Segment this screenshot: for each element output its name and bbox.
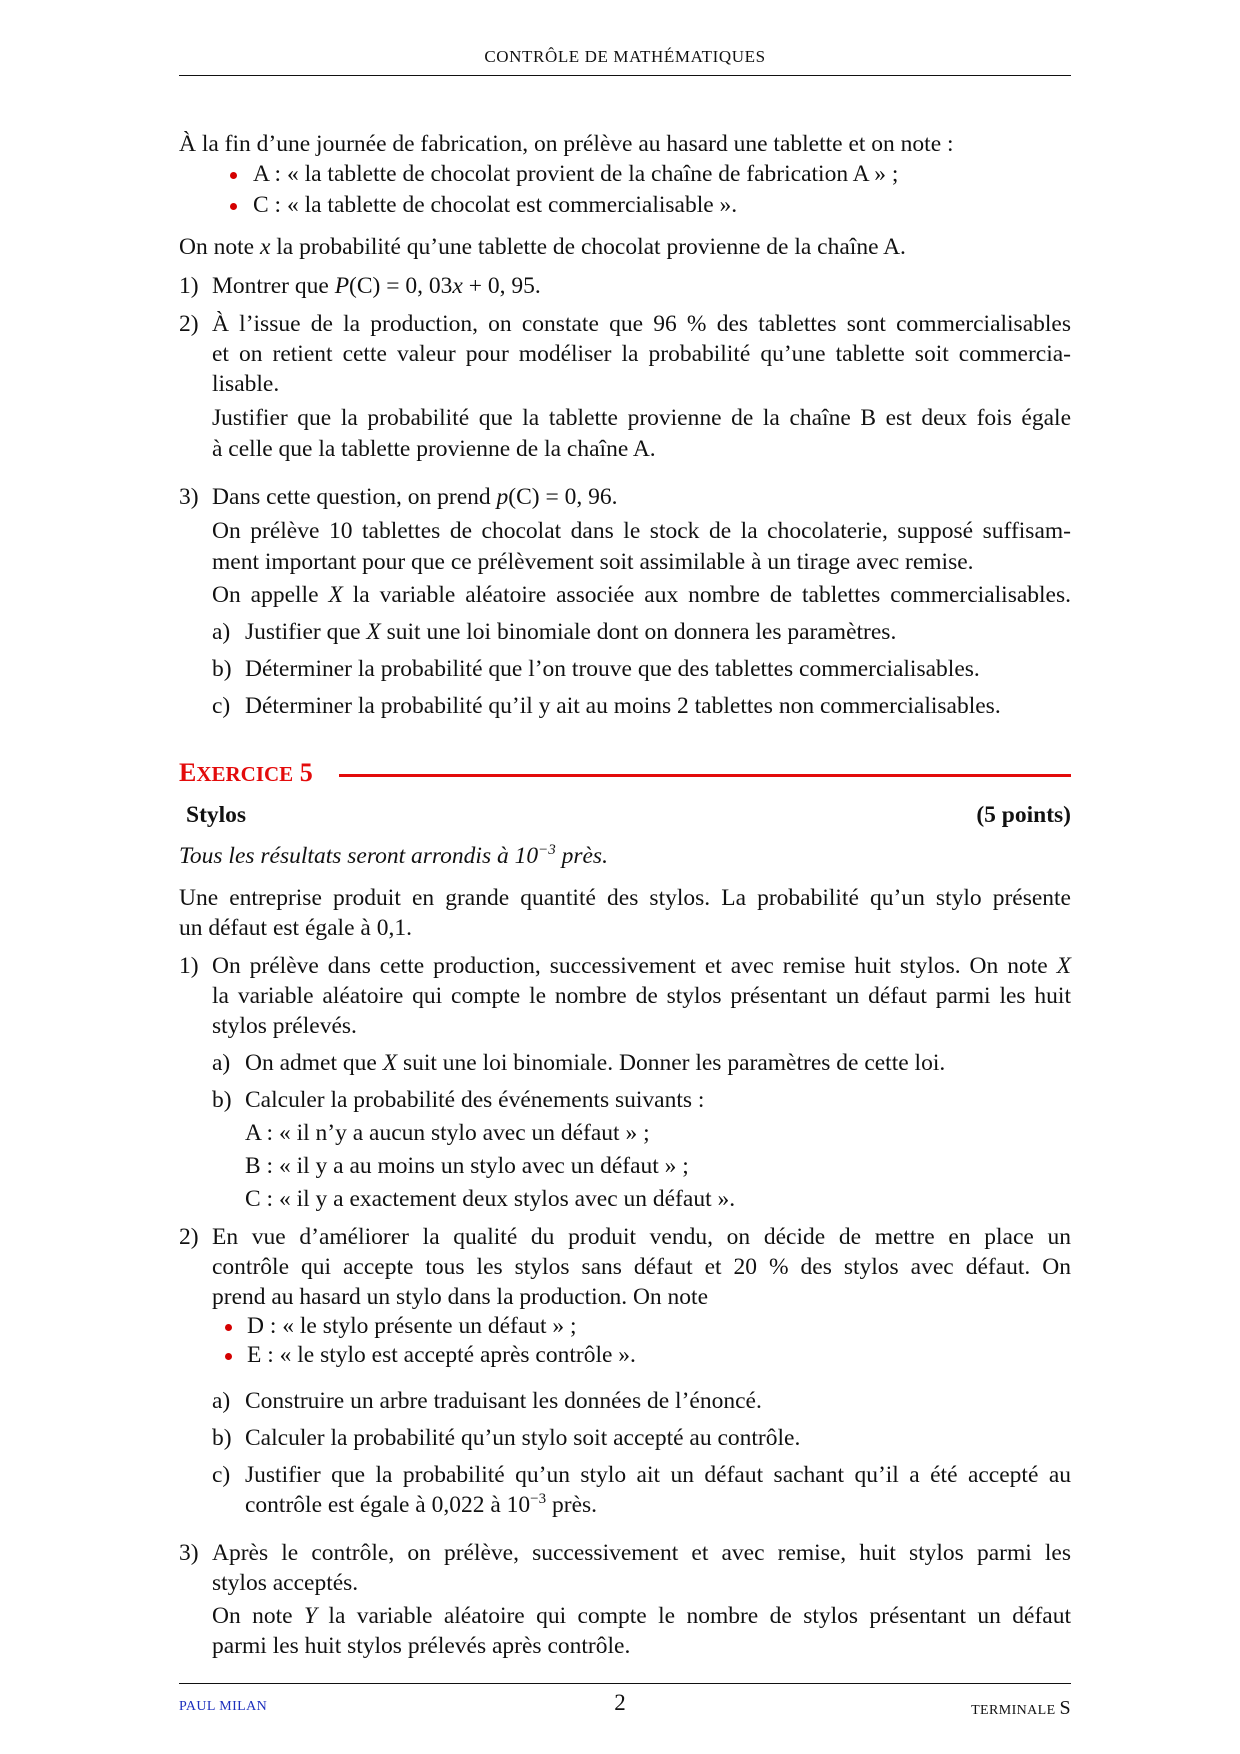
q3-c: Déterminer la probabilité qu’il y ait au moins 2 tablettes non commercialisables. bbox=[245, 693, 1001, 719]
q3-line bbox=[212, 580, 1071, 610]
var-X: X bbox=[382, 1050, 398, 1076]
sub-question-label: b) bbox=[212, 656, 232, 682]
q3-line: On prélève 10 tablettes de chocolat dans le stock de la chocolaterie, supposé suffisam- bbox=[212, 518, 1071, 544]
ex5-q2-line: contrôle qui accepte tous les stylos sans défaut et 20 % des stylos avec défaut. On bbox=[212, 1254, 1071, 1280]
var-p: P bbox=[334, 273, 350, 299]
bullet-d: D : « le stylo présente un défaut » ; bbox=[247, 1313, 577, 1339]
footer-class-letter: S bbox=[1059, 1697, 1071, 1719]
ex5-q1-line: la variable aléatoire qui compte le nombre de stylos présentant un défaut parmi les huit bbox=[212, 983, 1071, 1009]
sub-question-label: a) bbox=[212, 1050, 231, 1076]
ex5-q3-line: stylos acceptés. bbox=[212, 1570, 359, 1596]
q1-after: (C) = 0, 03 bbox=[349, 273, 453, 299]
rounding-exponent: −3 bbox=[538, 842, 556, 859]
bullet-icon bbox=[230, 172, 237, 179]
footer-class bbox=[971, 1697, 1071, 1720]
sub-question-label: b) bbox=[212, 1425, 232, 1451]
ex5-q2-c bbox=[245, 1490, 597, 1520]
event-a: A : « il n’y a aucun stylo avec un défaut » ; bbox=[245, 1120, 650, 1146]
q2-line: Justifier que la probabilité que la tablette provienne de la chaîne B est deux fois égale bbox=[212, 405, 1071, 431]
event-b: B : « il y a au moins un stylo avec un défaut » ; bbox=[245, 1153, 689, 1179]
q3-a-before: Justifier que bbox=[245, 619, 367, 645]
ex5-intro: un défaut est égale à 0,1. bbox=[179, 915, 412, 941]
ex5-q1-b: Calculer la probabilité des événements suivants : bbox=[245, 1087, 705, 1113]
bullet-c: C : « la tablette de chocolat est commercialisable ». bbox=[253, 192, 738, 218]
q2-line: lisable. bbox=[212, 371, 280, 397]
sub-question-label: c) bbox=[212, 1462, 231, 1488]
rounding-note bbox=[179, 841, 608, 871]
footer-rule bbox=[179, 1683, 1071, 1684]
bullet-icon bbox=[225, 1324, 232, 1331]
ex5-q2-a: Construire un arbre traduisant les données de l’énoncé. bbox=[245, 1388, 762, 1414]
var-Y: Y bbox=[303, 1603, 318, 1629]
footer-author: PAUL MILAN bbox=[179, 1699, 268, 1714]
var-x: x bbox=[452, 273, 463, 299]
ex5-q2-c-before: contrôle est égale à 0,022 à 10 bbox=[245, 1492, 531, 1518]
ex5-q1-line1-before: On prélève dans cette production, successivement et avec remise huit stylos. On note bbox=[212, 953, 1057, 979]
rounding-before: Tous les résultats seront arrondis à 10 bbox=[179, 843, 539, 869]
question-1 bbox=[212, 271, 541, 301]
bullet-icon bbox=[230, 203, 237, 210]
ex5-q2-line: prend au hasard un stylo dans la production. On note bbox=[212, 1284, 709, 1310]
var-X: X bbox=[328, 582, 343, 608]
q1-end: + 0, 95. bbox=[462, 273, 541, 299]
intro-note bbox=[179, 232, 906, 262]
ex5-intro: Une entreprise produit en grande quantité des stylos. La probabilité qu’un stylo présente bbox=[179, 885, 1071, 911]
exercise-number: 5 bbox=[299, 758, 313, 787]
intro-note-after: la probabilité qu’une tablette de chocolat provienne de la chaîne A. bbox=[270, 234, 906, 260]
q3-a bbox=[245, 617, 896, 647]
ex5-q1-a-before: On admet que bbox=[245, 1050, 383, 1076]
exercise-rule bbox=[339, 774, 1071, 777]
footer-class-word: TERMINALE bbox=[971, 1703, 1056, 1718]
question-number: 3) bbox=[179, 484, 199, 510]
q3-line: ment important pour que ce prélèvement soit assimilable à un tirage avec remise. bbox=[212, 549, 974, 575]
exercise-subtitle: Stylos bbox=[186, 802, 247, 828]
ex5-q2-b: Calculer la probabilité qu’un stylo soit accepté au contrôle. bbox=[245, 1425, 801, 1451]
ex5-q1-a-after: suit une loi binomiale. Donner les paramètres de cette loi. bbox=[397, 1050, 946, 1076]
rounding-after: près. bbox=[555, 843, 608, 869]
sub-question-label: a) bbox=[212, 1388, 231, 1414]
q2-line: à celle que la tablette provienne de la chaîne A. bbox=[212, 436, 656, 462]
question-number: 1) bbox=[179, 953, 199, 979]
ex5-q2-c-exponent: −3 bbox=[530, 1491, 547, 1508]
ex5-q1-a bbox=[245, 1048, 945, 1078]
bullet-a: A : « la tablette de chocolat provient de la chaîne de fabrication A » ; bbox=[253, 161, 899, 187]
ex5-q1-line bbox=[212, 951, 1071, 981]
exercise-title-first: E bbox=[179, 758, 197, 787]
ex5-q2-c-after: près. bbox=[546, 1492, 598, 1518]
q2-line: et on retient cette valeur pour modéliser la probabilité qu’une tablette soit commercia- bbox=[212, 341, 1071, 367]
sub-question-label: a) bbox=[212, 619, 231, 645]
ex5-q3-line: Après le contrôle, on prélève, successivement et avec remise, huit stylos parmi les bbox=[212, 1540, 1071, 1566]
q3-line bbox=[212, 482, 618, 512]
var-X: X bbox=[1056, 953, 1071, 979]
var-X: X bbox=[366, 619, 381, 645]
exercise-title-rest: XERCICE bbox=[196, 762, 294, 786]
ex5-q2-line: En vue d’améliorer la qualité du produit vendu, on décide de mettre en place un bbox=[212, 1224, 1071, 1250]
ex5-q3-line: parmi les huit stylos prélevés après contrôle. bbox=[212, 1633, 631, 1659]
exercise-title bbox=[179, 758, 313, 788]
q3-b: Déterminer la probabilité que l’on trouve que des tablettes commercialisables. bbox=[245, 656, 980, 682]
ex5-q3-line3-before: On note bbox=[212, 1603, 304, 1629]
question-number: 1) bbox=[179, 273, 199, 299]
ex5-q3-line bbox=[212, 1601, 1071, 1631]
ex5-q1-line: stylos prélevés. bbox=[212, 1013, 357, 1039]
page-number: 2 bbox=[614, 1690, 626, 1715]
ex5-q3-line3-after: la variable aléatoire qui compte le nombre de stylos présentant un défaut bbox=[317, 1603, 1071, 1629]
q3-line4-before: On appelle bbox=[212, 582, 329, 608]
bullet-icon bbox=[225, 1353, 232, 1360]
sub-question-label: c) bbox=[212, 693, 231, 719]
q2-line: À l’issue de la production, on constate que 96 % des tablettes sont commercialisables bbox=[212, 311, 1071, 337]
q3-line1-after: (C) = 0, 96. bbox=[508, 484, 618, 510]
question-number: 2) bbox=[179, 311, 199, 337]
ex5-q2-c: Justifier que la probabilité qu’un stylo ait un défaut sachant qu’il a été accepté au bbox=[245, 1462, 1071, 1488]
var-p: p bbox=[496, 484, 509, 510]
bullet-e: E : « le stylo est accepté après contrôle ». bbox=[247, 1342, 636, 1368]
header-rule bbox=[179, 75, 1071, 76]
question-number: 2) bbox=[179, 1224, 199, 1250]
question-number: 3) bbox=[179, 1540, 199, 1566]
sub-question-label: b) bbox=[212, 1087, 232, 1113]
q3-line4-after: la variable aléatoire associée aux nombre de tablettes commercialisables. bbox=[342, 582, 1071, 608]
event-c: C : « il y a exactement deux stylos avec un défaut ». bbox=[245, 1186, 736, 1212]
intro-text: À la fin d’une journée de fabrication, on prélève au hasard une tablette et on note : bbox=[179, 131, 954, 157]
intro-note-before: On note bbox=[179, 234, 260, 260]
q1-before: Montrer que bbox=[212, 273, 335, 299]
q3-line1-before: Dans cette question, on prend bbox=[212, 484, 497, 510]
page-header: CONTRÔLE DE MATHÉMATIQUES bbox=[484, 47, 766, 66]
q3-a-after: suit une loi binomiale dont on donnera les paramètres. bbox=[380, 619, 897, 645]
var-x: x bbox=[259, 234, 271, 260]
exercise-points: (5 points) bbox=[976, 802, 1071, 828]
